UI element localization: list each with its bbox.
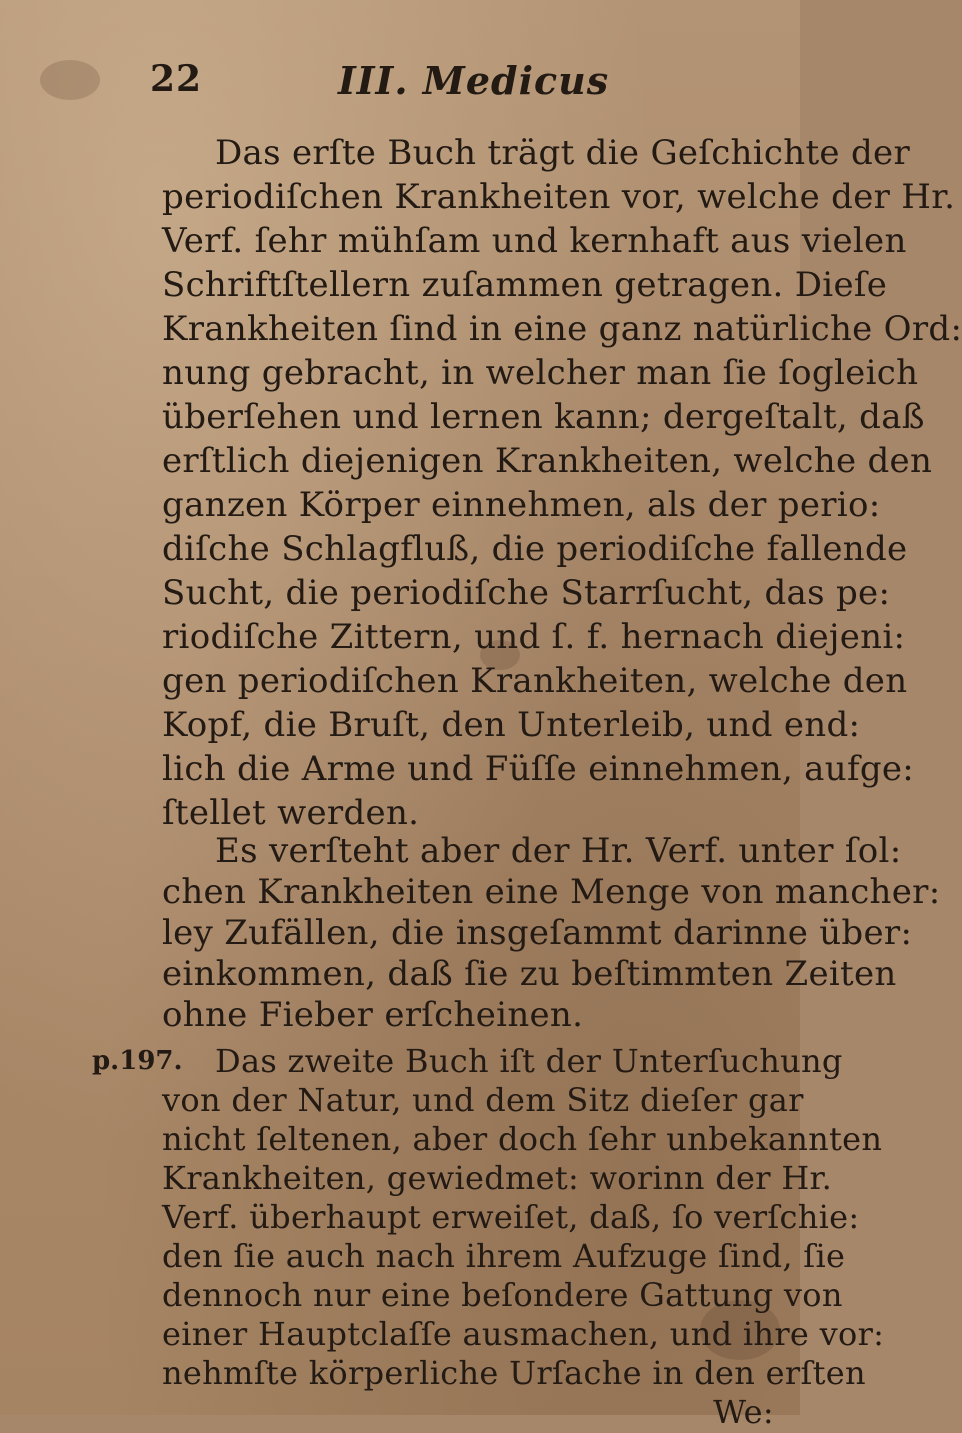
text-line: Das erſte Buch trägt die Geſchichte der (215, 133, 911, 173)
text-line: erſtlich diejenigen Krankheiten, welche den (162, 441, 933, 481)
text-line: Das zweite Buch iſt der Unterſuchung (215, 1042, 843, 1080)
text-line: ohne Fieber erſcheinen. (162, 995, 584, 1035)
text-line: Schriftſtellern zuſammen getragen. Dieſe (162, 265, 888, 305)
text-line: ley Zufällen, die insgeſammt darinne über: (162, 913, 913, 953)
text-line: überſehen und lernen kann; dergeſtalt, daß (162, 397, 925, 437)
text-line: riodiſche Zittern, und ſ. f. hernach diejeni: (162, 617, 906, 657)
catchword: We: (713, 1393, 774, 1431)
text-line: nicht ſeltenen, aber doch ſehr unbekannten (162, 1120, 883, 1158)
text-line: Verf. ſehr mühſam und kernhaft aus vielen (162, 221, 907, 261)
text-line: Krankheiten, gewiedmet: worinn der Hr. (162, 1159, 833, 1197)
text-line: Krankheiten ſind in eine ganz natürliche Ord: (162, 309, 962, 349)
text-line: Verf. überhaupt erweiſet, daß, ſo verſchie: (162, 1198, 860, 1236)
margin-note: p.197. (92, 1046, 183, 1076)
running-head: III. Medicus (338, 58, 610, 103)
page-number: 22 (150, 58, 203, 100)
text-line: einer Hauptclaſſe ausmachen, und ihre vor: (162, 1315, 885, 1353)
text-line: gen periodiſchen Krankheiten, welche den (162, 661, 908, 701)
text-line: diſche Schlagfluß, die periodiſche fallende (162, 529, 908, 569)
text-line: dennoch nur eine beſondere Gattung von (162, 1276, 843, 1314)
text-line: den ſie auch nach ihrem Aufzuge ſind, ſie (162, 1237, 846, 1275)
text-line: Es verſteht aber der Hr. Verf. unter ſol: (215, 831, 902, 871)
text-line: nehmſte körperliche Urſache in den erſten (162, 1354, 866, 1392)
text-line: nung gebracht, in welcher man ſie ſogleich (162, 353, 919, 393)
text-line: chen Krankheiten eine Menge von mancher: (162, 872, 941, 912)
text-line: ſtellet werden. (162, 793, 420, 833)
text-line: von der Natur, und dem Sitz dieſer gar (162, 1081, 804, 1119)
text-line: ganzen Körper einnehmen, als der perio: (162, 485, 881, 525)
text-line: Kopf, die Bruſt, den Unterleib, und end: (162, 705, 861, 745)
text-line: einkommen, daß ſie zu beſtimmten Zeiten (162, 954, 897, 994)
text-line: lich die Arme und Füſſe einnehmen, aufge: (162, 749, 915, 789)
text-line: periodiſchen Krankheiten vor, welche der Hr. (162, 177, 956, 217)
text-line: Sucht, die periodiſche Starrſucht, das pe: (162, 573, 891, 613)
